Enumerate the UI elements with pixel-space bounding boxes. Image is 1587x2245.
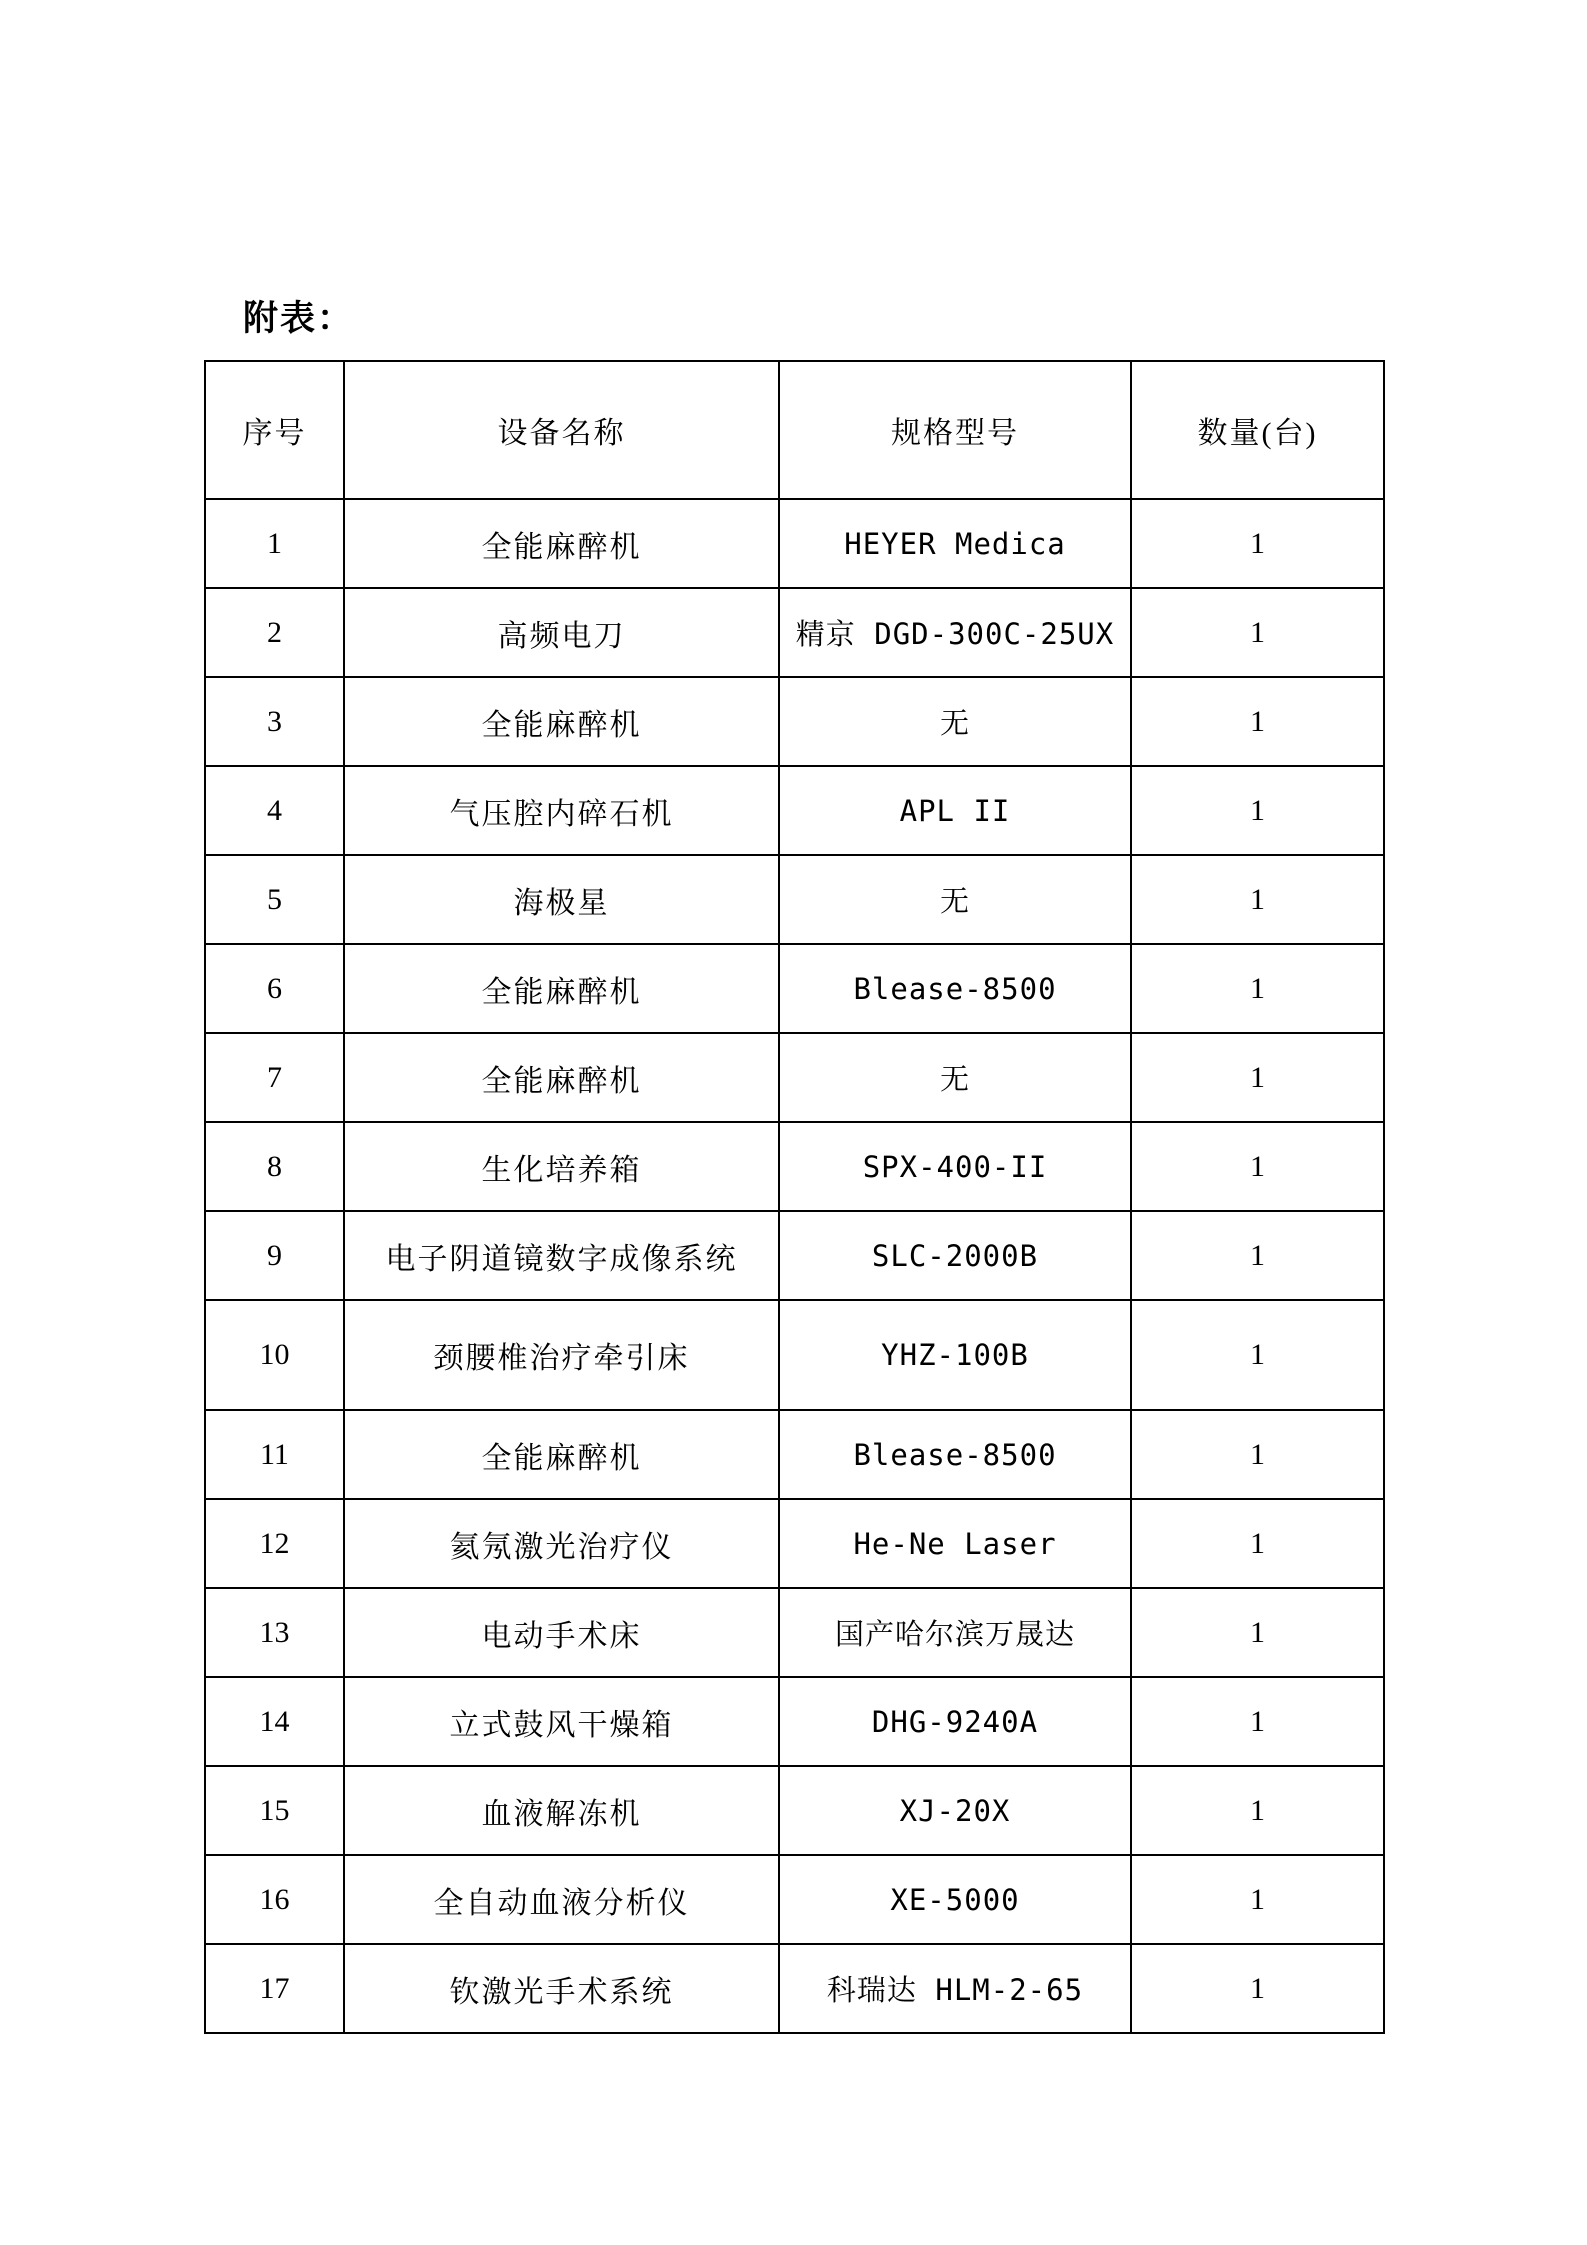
- equipment-table: [204, 360, 1385, 2034]
- model-cell: 无: [779, 1033, 1131, 1122]
- row-number-cell: 16: [205, 1855, 344, 1944]
- quantity-cell: 1: [1131, 1300, 1384, 1410]
- table-row: [205, 677, 1384, 766]
- device-name-cell: 全能麻醉机: [344, 944, 779, 1033]
- quantity-cell: 1: [1131, 677, 1384, 766]
- row-number-cell: 7: [205, 1033, 344, 1122]
- row-number-cell: 17: [205, 1944, 344, 2033]
- model-cell: 精京 DGD-300C-25UX: [779, 588, 1131, 677]
- quantity-cell: 1: [1131, 1499, 1384, 1588]
- row-number-cell: 13: [205, 1588, 344, 1677]
- header-cell-model: 规格型号: [779, 361, 1131, 499]
- model-cell: HEYER Medica: [779, 499, 1131, 588]
- row-number-cell: 4: [205, 766, 344, 855]
- table-row: [205, 1410, 1384, 1499]
- row-number-cell: 14: [205, 1677, 344, 1766]
- table-row: [205, 944, 1384, 1033]
- device-name-cell: 海极星: [344, 855, 779, 944]
- quantity-cell: 1: [1131, 944, 1384, 1033]
- model-cell: XJ-20X: [779, 1766, 1131, 1855]
- model-cell: XE-5000: [779, 1855, 1131, 1944]
- row-number-cell: 8: [205, 1122, 344, 1211]
- device-name-cell: 全自动血液分析仪: [344, 1855, 779, 1944]
- row-number-cell: 5: [205, 855, 344, 944]
- table-row: [205, 1300, 1384, 1410]
- device-name-cell: 高频电刀: [344, 588, 779, 677]
- device-name-cell: 全能麻醉机: [344, 499, 779, 588]
- table-row: [205, 1944, 1384, 2033]
- model-cell: 无: [779, 677, 1131, 766]
- device-name-cell: 气压腔内碎石机: [344, 766, 779, 855]
- row-number-cell: 15: [205, 1766, 344, 1855]
- quantity-cell: 1: [1131, 855, 1384, 944]
- device-name-cell: 电子阴道镜数字成像系统: [344, 1211, 779, 1300]
- quantity-cell: 1: [1131, 1211, 1384, 1300]
- table-header-row: [205, 361, 1384, 499]
- model-cell: 国产哈尔滨万晟达: [779, 1588, 1131, 1677]
- quantity-cell: 1: [1131, 1677, 1384, 1766]
- row-number-cell: 9: [205, 1211, 344, 1300]
- model-cell: APL II: [779, 766, 1131, 855]
- quantity-cell: 1: [1131, 1588, 1384, 1677]
- model-cell: 无: [779, 855, 1131, 944]
- device-name-cell: 生化培养箱: [344, 1122, 779, 1211]
- model-cell: Blease-8500: [779, 1410, 1131, 1499]
- quantity-cell: 1: [1131, 1855, 1384, 1944]
- table-row: [205, 1033, 1384, 1122]
- device-name-cell: 电动手术床: [344, 1588, 779, 1677]
- model-cell: 科瑞达 HLM-2-65: [779, 1944, 1131, 2033]
- header-cell-name: 设备名称: [344, 361, 779, 499]
- quantity-cell: 1: [1131, 766, 1384, 855]
- table-row: [205, 1588, 1384, 1677]
- device-name-cell: 立式鼓风干燥箱: [344, 1677, 779, 1766]
- table-row: [205, 766, 1384, 855]
- header-cell-qty: 数量(台): [1131, 361, 1384, 499]
- device-name-cell: 全能麻醉机: [344, 1033, 779, 1122]
- row-number-cell: 11: [205, 1410, 344, 1499]
- device-name-cell: 颈腰椎治疗牵引床: [344, 1300, 779, 1410]
- table-row: [205, 1122, 1384, 1211]
- quantity-cell: 1: [1131, 1122, 1384, 1211]
- quantity-cell: 1: [1131, 1410, 1384, 1499]
- row-number-cell: 12: [205, 1499, 344, 1588]
- table-row: [205, 1855, 1384, 1944]
- row-number-cell: 6: [205, 944, 344, 1033]
- row-number-cell: 2: [205, 588, 344, 677]
- device-name-cell: 血液解冻机: [344, 1766, 779, 1855]
- quantity-cell: 1: [1131, 1766, 1384, 1855]
- row-number-cell: 3: [205, 677, 344, 766]
- device-name-cell: 氦氖激光治疗仪: [344, 1499, 779, 1588]
- model-cell: SLC-2000B: [779, 1211, 1131, 1300]
- table-row: [205, 1677, 1384, 1766]
- device-name-cell: 全能麻醉机: [344, 1410, 779, 1499]
- table-row: [205, 855, 1384, 944]
- model-cell: SPX-400-II: [779, 1122, 1131, 1211]
- table-row: [205, 1211, 1384, 1300]
- row-number-cell: 10: [205, 1300, 344, 1410]
- model-cell: He-Ne Laser: [779, 1499, 1131, 1588]
- device-name-cell: 全能麻醉机: [344, 677, 779, 766]
- table-row: [205, 1499, 1384, 1588]
- model-cell: YHZ-100B: [779, 1300, 1131, 1410]
- table-row: [205, 588, 1384, 677]
- quantity-cell: 1: [1131, 1944, 1384, 2033]
- model-cell: Blease-8500: [779, 944, 1131, 1033]
- row-number-cell: 1: [205, 499, 344, 588]
- table-row: [205, 499, 1384, 588]
- quantity-cell: 1: [1131, 499, 1384, 588]
- quantity-cell: 1: [1131, 588, 1384, 677]
- attachment-table-title: 附表：: [243, 299, 355, 338]
- header-cell-seq: 序号: [205, 361, 344, 499]
- table-row: [205, 1766, 1384, 1855]
- model-cell: DHG-9240A: [779, 1677, 1131, 1766]
- device-name-cell: 钦激光手术系统: [344, 1944, 779, 2033]
- quantity-cell: 1: [1131, 1033, 1384, 1122]
